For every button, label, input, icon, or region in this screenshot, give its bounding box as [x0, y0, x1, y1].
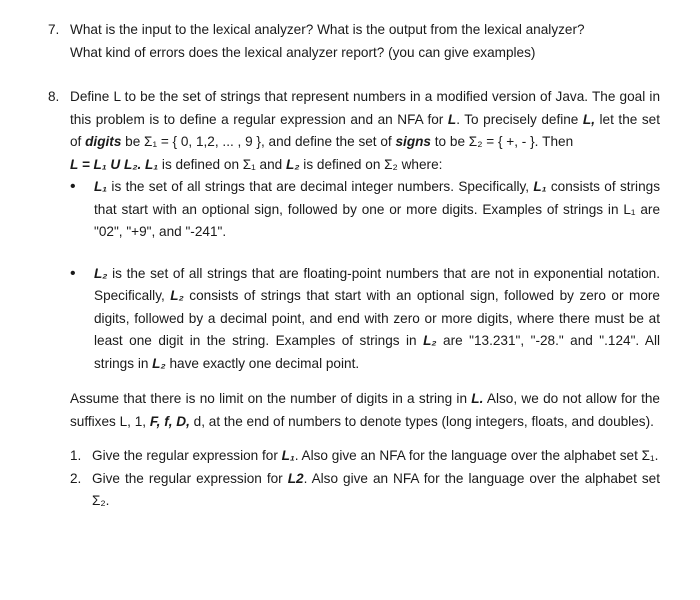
- bullet-dot-icon: •: [70, 178, 76, 195]
- question-7: [48, 19, 648, 64]
- sub-2-text-a: Give the regular expression for: [92, 470, 288, 486]
- definition-mid: is defined on Σ₁ and: [158, 156, 287, 172]
- sub-2-text-b: . Also give an NFA for the language over the alphabet set Σ₂.: [92, 470, 660, 508]
- bullet-dot-icon: •: [70, 264, 76, 282]
- intro-digits: digits: [85, 134, 122, 149]
- bullet-2-text-a: is the set of all strings that are floating-point numbers that are not in exponential notation. Specifically,: [94, 265, 660, 303]
- bullet-2-lead-2: L₂: [170, 288, 184, 303]
- definition-L2: L₂: [286, 156, 300, 172]
- bullet-2-text-c: are "13.231", "-28." and ".124". All strings in: [94, 333, 660, 371]
- sub-1-L1: L₁: [281, 448, 295, 463]
- intro-text-a: Define L to be the set of strings that represent numbers in a modified version of Java. The goal in this problem is to define a regular expression and an NFA for: [70, 89, 660, 127]
- sub-1-text-a: Give the regular expression for: [92, 448, 282, 463]
- intro-L: L: [447, 111, 457, 127]
- bullet-2-lead-4: L₂: [152, 355, 166, 371]
- subquestion-1-number: 1.: [70, 448, 82, 463]
- assumption-paragraph: [70, 388, 660, 433]
- bullet-1-text-a: is the set of all strings that are decimal integer numbers. Specifically,: [107, 179, 534, 194]
- subquestion-1: [70, 445, 660, 468]
- question-8-number: 8.: [48, 89, 60, 104]
- bullet-2-text-b: consists of strings that start with an optional sign, followed by zero or more digits, followed by a decimal point, and end with zero or more digits, where there must be at least one digit in the string. Examples of strings in: [94, 288, 660, 348]
- bullet-2-text: [94, 263, 660, 376]
- subquestion-2: [70, 468, 660, 513]
- bullet-1-text: [94, 176, 660, 244]
- bullet-item-L1: [70, 176, 660, 244]
- assume-suffixes: F, f, D,: [149, 413, 190, 429]
- assume-text-a: Assume that there is no limit on the number of digits in a string in: [70, 391, 472, 406]
- question-7-line-2: What kind of errors does the lexical analyzer report? (you can give examples): [70, 44, 536, 60]
- definition-end: is defined on Σ₂ where:: [299, 156, 443, 172]
- bullet-2-text-d: have exactly one decimal point.: [165, 355, 360, 371]
- sub-1-text-b: . Also give an NFA for the language over the alphabet set Σ₁.: [294, 448, 659, 463]
- bullet-1-lead-2: L₁: [533, 179, 547, 194]
- bullet-item-L2: [70, 263, 660, 376]
- intro-L-comma: L,: [582, 111, 595, 127]
- intro-text-b: . To precisely define: [456, 111, 583, 127]
- definition-equation: L = L₁ U L₂. L₁: [70, 156, 159, 172]
- bullet-2-lead: L₂: [94, 265, 108, 281]
- assume-text-b: Also, we do not allow for the suffixes L, 1,: [70, 391, 660, 429]
- question-7-line-1: What is the input to the lexical analyzer? What is the output from the lexical analyzer?: [70, 22, 585, 37]
- subquestion-1-text: [92, 445, 660, 468]
- bullet-2-lead-3: L₂: [423, 333, 437, 348]
- intro-signs: signs: [395, 134, 431, 149]
- assume-text-c: d, at the end of numbers to denote types (long integers, floats, and doubles).: [189, 413, 654, 429]
- subquestion-2-number: 2.: [70, 470, 82, 486]
- assume-L: L.: [471, 391, 484, 406]
- question-7-number: 7.: [48, 22, 60, 37]
- bullet-1-lead: L₁: [94, 179, 108, 194]
- question-8: [48, 86, 660, 513]
- question-7-text: [70, 19, 648, 64]
- intro-text-e: to be Σ₂ = { +, - }. Then: [431, 134, 574, 149]
- question-8-intro: [70, 86, 660, 176]
- intro-text-c: let the set of: [70, 111, 661, 149]
- subquestion-2-text: [92, 468, 660, 513]
- intro-text-d: be Σ₁ = { 0, 1,2, ... , 9 }, and define the set of: [121, 134, 396, 149]
- bullet-list: [48, 176, 660, 375]
- sub-2-L2: L2: [287, 470, 304, 486]
- bullet-1-text-b: consists of strings that start with an optional sign, followed by one or more digits. Examples of strings in L₁ are "02", "+9", and "-241".: [94, 179, 660, 239]
